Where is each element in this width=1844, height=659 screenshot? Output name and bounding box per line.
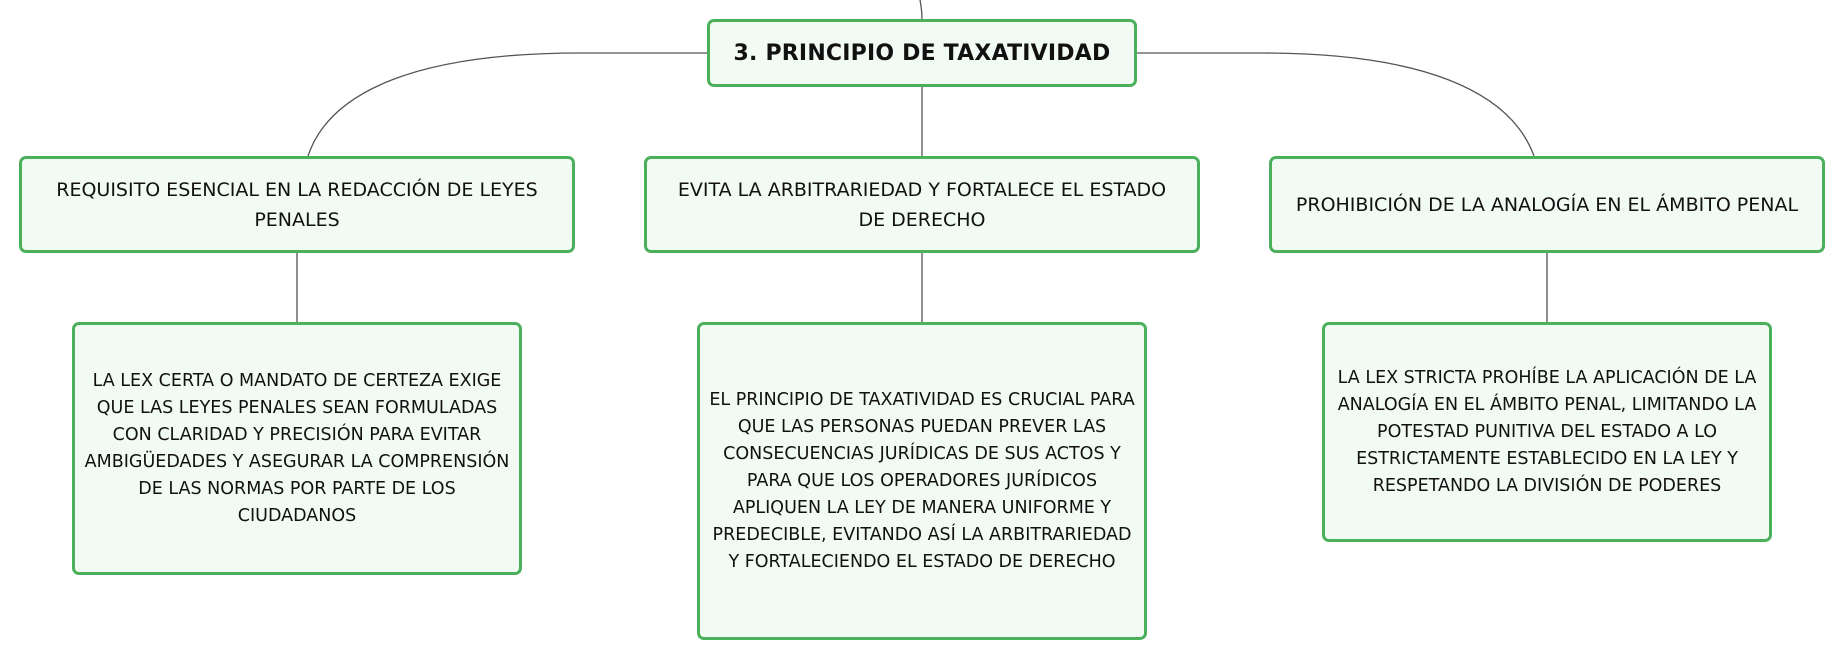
branch-node-center[interactable] (644, 156, 1200, 253)
detail-text: LA LEX CERTA O MANDATO DE CERTEZA EXIGE QUE LAS LEYES PENALES SEAN FORMULADAS CON CLARIDAD Y PRECISIÓN PARA EVITAR AMBIGÜEDADES Y ASEGURAR LA COMPRENSIÓN DE LAS NORMAS POR PARTE DE LOS CIUDADANOS (84, 370, 510, 526)
detail-text: LA LEX STRICTA PROHÍBE LA APLICACIÓN DE LA ANALOGÍA EN EL ÁMBITO PENAL, LIMITANDO LA POTESTAD PUNITIVA DEL ESTADO A LO ESTRICTAMENTE ESTABLECIDO EN LA LEY Y RESPETANDO LA DIVISIÓN DE PODERES (1337, 367, 1757, 496)
branch-node-right[interactable] (1269, 156, 1825, 253)
branch-label: PROHIBICIÓN DE LA ANALOGÍA EN EL ÁMBITO PENAL (1295, 193, 1799, 216)
detail-text: EL PRINCIPIO DE TAXATIVIDAD ES CRUCIAL PARA QUE LAS PERSONAS PUEDAN PREVER LAS CONSECUENCIAS JURÍDICAS DE SUS ACTOS Y PARA QUE LOS OPERADORES JURÍDICOS APLIQUEN LA LEY DE MANERA UNIFORME Y PREDECIBLE, EVITANDO ASÍ LA ARBITRARIEDAD Y FORTALECIENDO EL ESTADO DE DERECHO (709, 389, 1135, 572)
branch-label: REQUISITO ESENCIAL EN LA REDACCIÓN DE LEYES PENALES (56, 178, 538, 231)
root-node[interactable] (707, 19, 1137, 87)
branch-label: EVITA LA ARBITRARIEDAD Y FORTALECE EL ESTADO DE DERECHO (677, 178, 1167, 231)
detail-node-left[interactable] (72, 322, 522, 575)
root-label: 3. PRINCIPIO DE TAXATIVIDAD (733, 40, 1111, 66)
connector-root-left (308, 53, 707, 156)
detail-node-right[interactable] (1322, 322, 1772, 542)
branch-node-left[interactable] (19, 156, 575, 253)
connector-to-parent (920, 0, 922, 20)
detail-node-center[interactable] (697, 322, 1147, 640)
connector-root-right (1137, 53, 1534, 156)
